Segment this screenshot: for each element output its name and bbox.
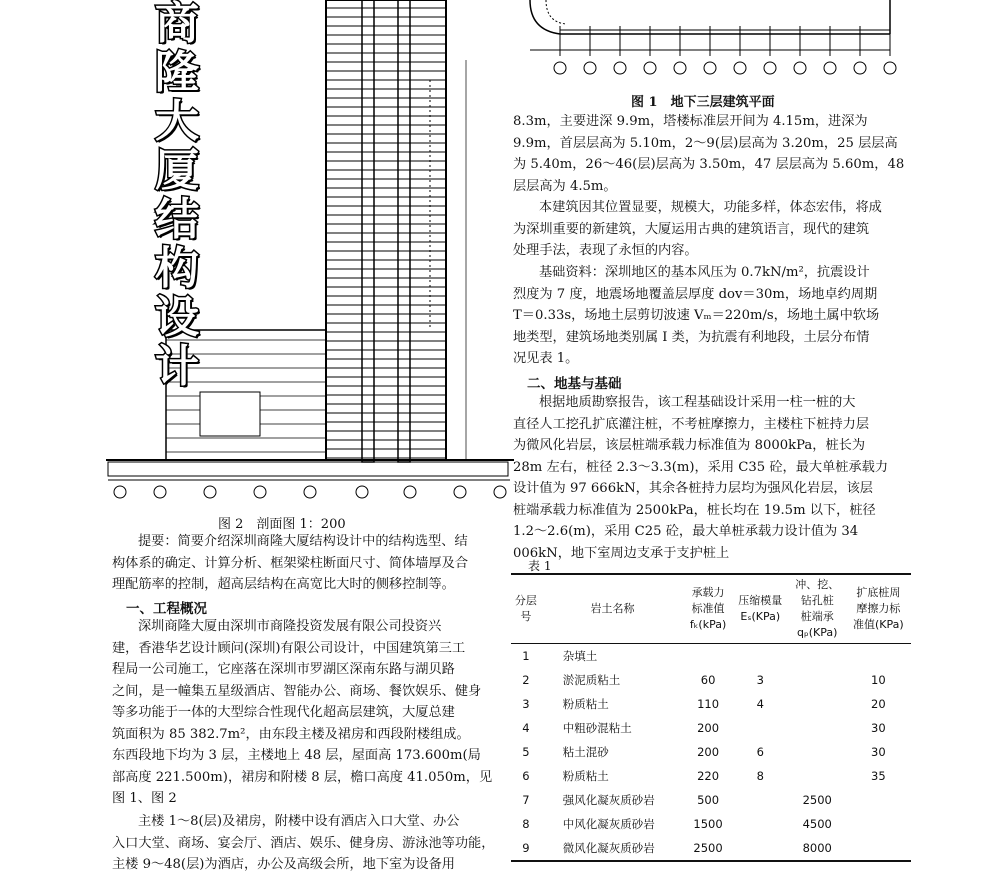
text-line: 1.2～2.6(m)，采用 C25 砼，最大单桩承载力设计值为 34	[513, 524, 859, 539]
title-char: 隆	[155, 47, 199, 98]
table-cell: 110	[697, 697, 720, 711]
table-cell: 中粗砂混粘土	[562, 721, 632, 735]
table-cell: 220	[697, 769, 720, 783]
table-cell: 杂填土	[562, 649, 598, 663]
text-line: 图 1、图 2	[112, 791, 177, 806]
table-header: 冲、挖、 钻孔桩 桩端承 qₚ(KPa)	[795, 578, 840, 639]
table-cell	[789, 668, 846, 692]
text-line: 地类型，建筑场地类别属 I 类，为抗震有利地段，土层分布情	[513, 329, 870, 345]
table-cell: 10	[871, 673, 886, 687]
text-line: 烈度为 7 度，地震场地覆盖层厚度 dov＝30m，场地卓约周期	[513, 286, 878, 302]
table-cell	[789, 716, 846, 740]
table-cell: 2500	[693, 841, 723, 855]
table-row	[511, 764, 911, 788]
text-line: 本建筑因其位置显要，规模大，功能多样，体态宏伟，将成	[539, 200, 882, 215]
site-data-paragraph	[513, 262, 906, 370]
table-title: 表 1	[528, 559, 552, 573]
table-cell	[789, 692, 846, 716]
table-row	[511, 788, 911, 812]
table-cell: 2500	[802, 793, 832, 807]
table-cell: 500	[697, 793, 720, 807]
table-cell	[846, 836, 911, 861]
text-line: 理配筋率的控制，超高层结构在高宽比大时的侧移控制等。	[112, 577, 455, 592]
table-row	[511, 812, 911, 836]
text-line: 28m 左右，桩径 2.3～3.3(m)，采用 C35 砼，最大单桩承载力	[513, 459, 889, 475]
table-cell: 中风化凝灰质砂岩	[562, 817, 655, 831]
table-cell: 7	[522, 793, 530, 807]
project-overview-paragraph	[112, 616, 495, 810]
text-line: 为 5.40m，26～46(层)层高为 3.50m，47 层层高为 5.60m，48	[513, 157, 905, 172]
table-cell: 粉质粘土	[562, 769, 609, 783]
text-line: 桩端承载力标准值为 2500kPa，桩长均在 19.5m 以下，桩径	[513, 502, 876, 518]
table-cell	[732, 836, 789, 861]
function-paragraph	[112, 811, 495, 876]
section-heading-2: 二、地基与基础	[527, 376, 622, 392]
text-line: 况见表 1。	[513, 351, 579, 366]
text-line: 入口大堂、商场、宴会厅、酒店、娱乐、健身房、游泳池等功能，	[112, 835, 495, 851]
table-header: 岩土名称	[590, 602, 635, 615]
table-cell: 4	[756, 697, 764, 711]
text-line: 基础资料：深圳地区的基本风压为 0.7kN/m²，抗震设计	[539, 265, 870, 280]
title-char: 结	[155, 194, 199, 245]
section-heading-1: 一、工程概况	[126, 601, 207, 617]
table-cell: 微风化凝灰质砂岩	[562, 841, 655, 855]
text-line: 筑面积为 85 382.7m²，由东段主楼及裙房和西段附楼组成。	[112, 726, 470, 742]
table-row	[511, 644, 911, 669]
table-row	[511, 668, 911, 692]
text-line: 为深圳重要的新建筑，大厦运用古典的建筑语言，现代的建筑	[513, 221, 870, 237]
table-header: 承载力 标准值 fₖ(kPa)	[689, 586, 727, 631]
table-row	[511, 836, 911, 861]
table-cell	[732, 716, 789, 740]
soil-layer-table	[511, 573, 911, 862]
table-cell	[732, 644, 789, 669]
text-line: 主楼 9～48(层)为酒店，办公及高级会所，地下室为设备用	[112, 857, 455, 872]
text-line: 处理手法，表现了永恒的内容。	[513, 243, 698, 258]
significance-paragraph	[513, 197, 906, 262]
table-cell: 粉质粘土	[562, 697, 609, 711]
text-line: 直径人工挖孔扩底灌注桩，不考桩摩擦力，主楼柱下桩持力层	[513, 416, 870, 432]
table-cell: 20	[871, 697, 886, 711]
table-cell: 35	[871, 769, 886, 783]
table-cell: 6	[522, 769, 530, 783]
text-line: 建，香港华艺设计顾问(深圳)有限公司设计，中国建筑第三工	[112, 640, 466, 656]
text-line: 之间，是一幢集五星级酒店、智能办公、商场、餐饮娱乐、健身	[112, 683, 482, 699]
table-cell: 5	[522, 745, 530, 759]
table-cell: 3	[522, 697, 530, 711]
table-cell: 8	[756, 769, 764, 783]
text-line: 设计值为 97 666kN，其余各桩持力层均为强风化岩层，该层	[513, 481, 873, 496]
table-cell: 4500	[802, 817, 832, 831]
text-line: 程局一公司施工，它座落在深圳市罗湖区深南东路与湖贝路	[112, 662, 455, 677]
table-cell: 30	[871, 745, 886, 759]
table-cell: 6	[756, 745, 764, 759]
table-header: 扩底桩周 摩擦力标 准值(KPa)	[853, 586, 904, 631]
text-line: 提要：简要介绍深圳商隆大厦结构设计中的结构选型、结	[138, 534, 468, 549]
table-cell	[789, 740, 846, 764]
table-row	[511, 740, 911, 764]
abstract	[112, 531, 495, 596]
text-line: 东西段地下均为 3 层，主楼地上 48 层，屋面高 173.600m(局	[112, 748, 481, 763]
table-cell: 60	[700, 673, 716, 687]
text-line: 主楼 1～8(层)及裙房，附楼中设有酒店入口大堂、办公	[138, 814, 460, 829]
text-line: 深圳商隆大厦由深圳市商隆投资发展有限公司投资兴	[138, 619, 442, 634]
table-cell: 200	[697, 745, 720, 759]
table-cell: 淤泥质粘土	[562, 673, 621, 687]
table-cell	[789, 764, 846, 788]
table-cell: 1	[522, 649, 530, 663]
table-cell	[732, 788, 789, 812]
table-cell	[732, 812, 789, 836]
table-header: 分层 号	[514, 594, 537, 623]
table-cell: 8000	[802, 841, 832, 855]
text-line: 构体系的确定、计算分析、框架梁柱断面尺寸、简体墙厚及合	[112, 555, 469, 571]
table-cell	[846, 644, 911, 669]
article-title	[150, 0, 204, 392]
text-line: 部高度 221.500m)，裙房和附楼 8 层，檐口高度 41.050m，见	[112, 769, 493, 785]
text-line: 为微风化岩层，该层桩端承载力标准值为 8000kPa，桩长为	[513, 438, 866, 453]
table-header: 压缩模量 Eₛ(KPa)	[738, 594, 783, 623]
text-line: 根据地质勘察报告，该工程基础设计采用一柱一桩的大	[539, 395, 856, 410]
table-cell: 30	[871, 721, 886, 735]
table-cell: 强风化凝灰质砂岩	[562, 793, 655, 807]
foundation-paragraph	[513, 392, 906, 564]
title-char: 厦	[155, 145, 199, 196]
table-cell: 1500	[693, 817, 723, 831]
text-line: T＝0.33s，场地土层剪切波速 Vₘ＝220m/s，场地土属中软场	[513, 308, 880, 323]
basement-plan-drawing	[520, 0, 900, 80]
table-cell	[846, 812, 911, 836]
storey-height-paragraph	[513, 111, 906, 197]
title-char: 大	[155, 96, 199, 147]
text-line: 8.3m，主要进深 9.9m，塔楼标准层开间为 4.15m，进深为	[513, 114, 868, 129]
figure-2-caption: 图 2 剖面图 1：200	[218, 517, 346, 532]
table-row	[511, 692, 911, 716]
table-cell: 3	[756, 673, 764, 687]
table-cell	[846, 788, 911, 812]
text-line: 层层高为 4.5m。	[513, 178, 617, 194]
title-char: 构	[155, 243, 199, 294]
figure-1-caption: 图 1 地下三层建筑平面	[631, 95, 775, 110]
table-cell: 2	[522, 673, 530, 687]
table-cell	[789, 644, 846, 669]
table-row	[511, 716, 911, 740]
title-char: 商	[155, 0, 199, 49]
title-char: 设	[155, 292, 199, 343]
title-char: 计	[155, 341, 199, 392]
table-cell	[684, 644, 732, 669]
text-line: 9.9m，首层层高为 5.10m，2～9(层)层高为 3.20m，25 层层高	[513, 135, 898, 151]
table-cell: 8	[522, 817, 530, 831]
table-cell: 200	[697, 721, 720, 735]
text-line: 006kN，地下室周边支承于支护桩上	[513, 545, 730, 561]
table-cell: 9	[522, 841, 530, 855]
table-cell: 粘土混砂	[562, 745, 609, 759]
text-line: 等多功能于一体的大型综合性现代化超高层建筑，大厦总建	[112, 705, 455, 720]
table-cell: 4	[522, 721, 530, 735]
